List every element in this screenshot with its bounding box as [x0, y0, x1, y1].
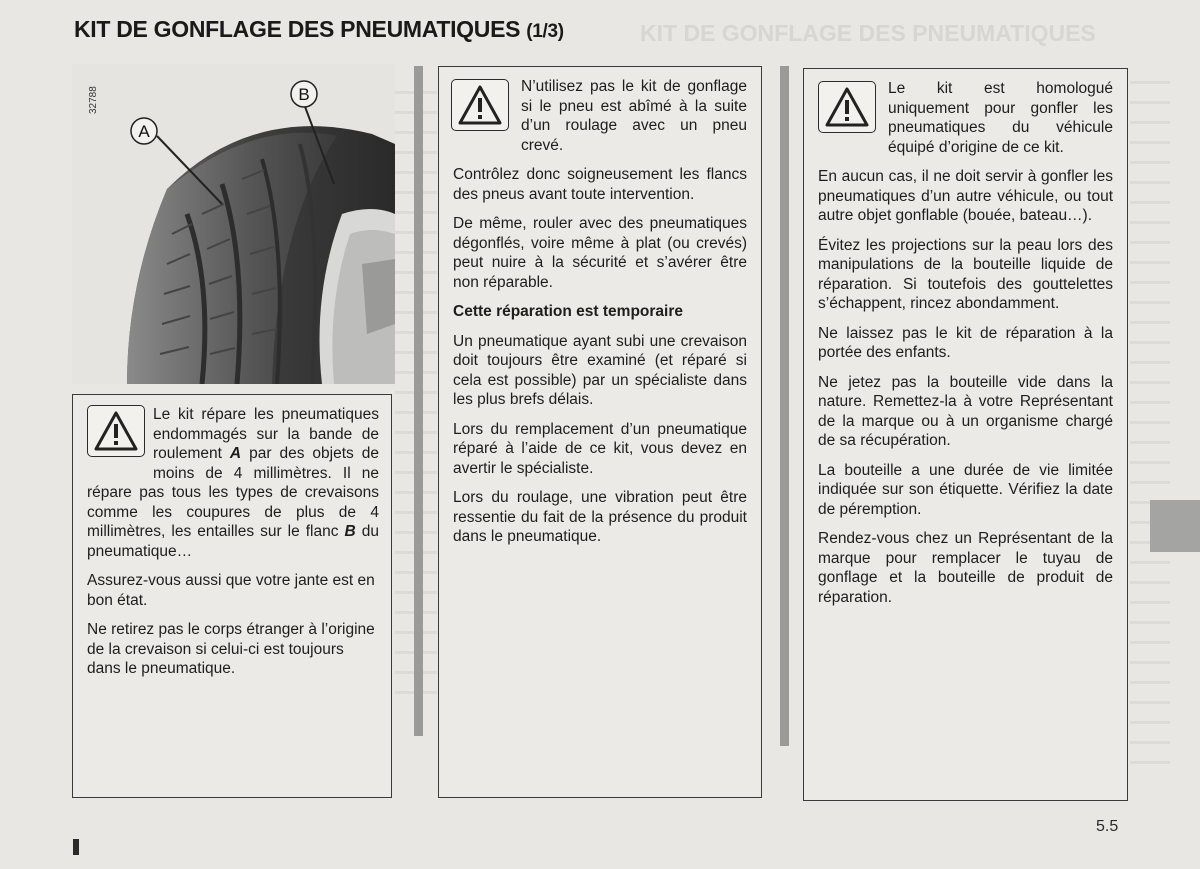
figure-reference-number: 32788 — [88, 86, 99, 114]
corner-mark — [73, 839, 79, 855]
bleed-through-lines — [1130, 70, 1170, 770]
page-title — [74, 16, 564, 43]
tire-illustration — [72, 64, 395, 384]
right-paragraph: Ne laissez pas le kit de réparation à la portée des enfants. — [818, 324, 1113, 361]
middle-paragraph: Lors du roulage, une vibration peut être ressentie du fait de la présence du produit dans le pneumatique. — [453, 489, 747, 545]
callout-b-label: B — [298, 85, 310, 104]
warning-text-part: du pneumatique… — [87, 523, 379, 560]
middle-warning-panel — [438, 66, 762, 798]
bleed-through-title: KIT DE GONFLAGE DES PNEUMATIQUES — [640, 20, 1096, 46]
left-warning-panel — [72, 394, 392, 798]
left-paragraph: Assurez-vous aussi que votre jante est en bon état. — [87, 572, 375, 609]
middle-warning-text: N’utilisez pas le kit de gonflage si le pneu est abîmé à la suite d’un roulage avec un pneu crevé. — [521, 78, 747, 154]
callout-a-label: A — [138, 122, 150, 141]
reference-b: B — [344, 523, 356, 540]
middle-paragraph: De même, rouler avec des pneumatiques dégonflés, voire même à plat (ou crevés) peut nuire à la sécurité et s’avérer être non réparable. — [453, 215, 747, 291]
right-paragraph: La bouteille a une durée de vie limitée indiquée sur son étiquette. Vérifiez la date de péremption. — [818, 461, 1113, 518]
section-tab — [1150, 500, 1200, 552]
tire-image — [72, 64, 395, 384]
warning-icon — [818, 81, 876, 133]
right-warning-panel — [803, 68, 1128, 801]
column-divider — [414, 66, 423, 736]
right-paragraph: Rendez-vous chez un Représentant de la marque pour remplacer le tuyau de gonflage et la bouteille de produit de réparation. — [818, 530, 1113, 606]
right-paragraph: Ne jetez pas la bouteille vide dans la nature. Remettez-la à votre Représentant de la marque ou à un organisme chargé de sa récupération. — [818, 373, 1113, 449]
right-warning-text: Le kit est homologué uniquement pour gonfler les pneumatiques du véhicule équipé d’origine de ce kit. — [888, 80, 1113, 156]
middle-paragraph: Un pneumatique ayant subi une crevaison doit toujours être examiné (et réparé si cela est possible) par un spécialiste dans les plus brefs délais. — [453, 332, 747, 408]
middle-paragraph: Contrôlez donc soigneusement les flancs des pneus avant toute intervention. — [453, 166, 747, 203]
page-number: 5.5 — [1096, 818, 1119, 835]
middle-subheading: Cette réparation est temporaire — [453, 303, 683, 320]
right-paragraph: Évitez les projections sur la peau lors des manipulations de la bouteille liquide de réparation. Si toutefois des gouttelettes s’échappent, rincez abondamment. — [818, 236, 1113, 312]
warning-icon — [451, 79, 509, 131]
page-title-part: (1/3) — [526, 21, 564, 42]
column-divider — [780, 66, 789, 746]
reference-a: A — [229, 445, 242, 462]
warning-icon — [87, 405, 145, 457]
warning-text-part: par des objets de moins de 4 millimètres. Il ne répare pas tous les types de crevaisons comme les coupures de plus de 4 millimètres, les entailles sur le flanc — [87, 445, 379, 540]
page-title-main: KIT DE GONFLAGE DES PNEUMATIQUES — [74, 16, 521, 42]
middle-paragraph: Lors du remplacement d’un pneumatique réparé à l’aide de ce kit, vous devez en avertir le spécialiste. — [453, 420, 747, 477]
left-paragraph: Ne retirez pas le corps étranger à l’origine de la crevaison si celui-ci est toujours dans le pneumatique. — [87, 621, 375, 677]
warning-text-part: Le kit répare les pneumatiques endommagés sur la bande de roulement — [153, 406, 379, 462]
right-paragraph: En aucun cas, il ne doit servir à gonfler les pneumatiques d’un autre véhicule, ou tout autre objet gonflable (bouée, bateau…). — [818, 168, 1113, 224]
